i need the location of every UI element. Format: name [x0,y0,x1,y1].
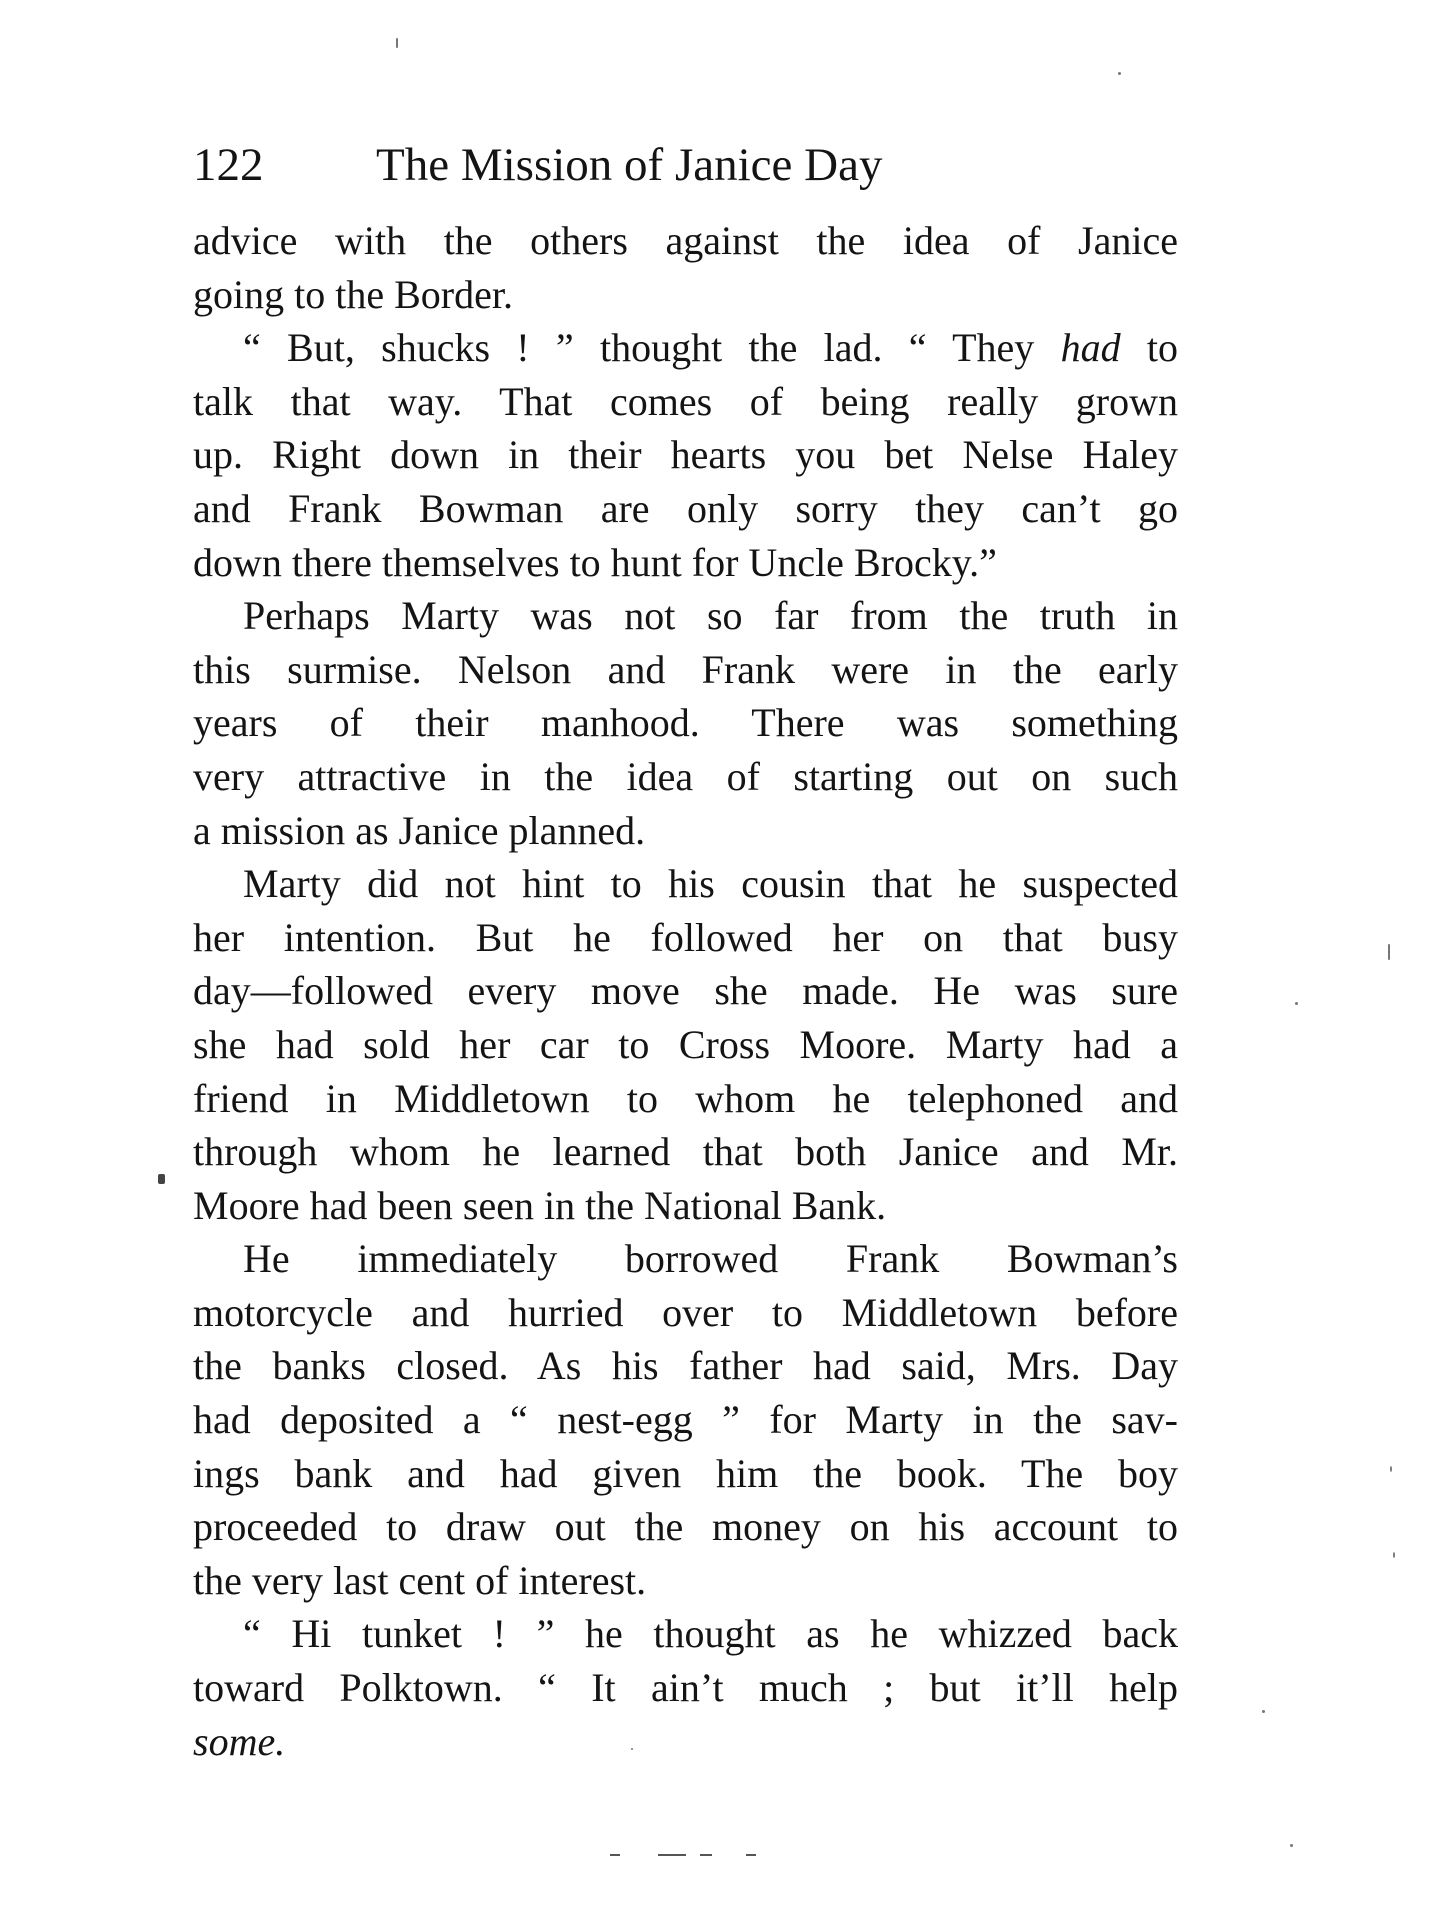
text-line: talk that way. That comes of being really grown [193,378,1178,424]
text-line: Moore had been seen in the National Bank. [193,1182,887,1228]
text-line: this surmise. Nelson and Frank were in the early [193,646,1178,692]
page-header [193,130,1193,200]
text-line: proceeded to draw out the money on his account to [193,1504,1178,1550]
text-line: some. [193,1718,286,1764]
text-line: very attractive in the idea of starting out on such [193,753,1178,799]
text-line: years of their manhood. There was something [193,700,1178,746]
text-line: “ But, shucks ! ” thought the lad. “ They had to [243,325,1178,371]
running-title: The Mission of Janice Day [376,139,883,191]
text-line: her intention. But he followed her on that busy [193,914,1178,960]
text-line: going to the Border. [193,271,513,317]
text-line: “ Hi tunket ! ” he thought as he whizzed back [243,1611,1178,1657]
body-text [193,214,1178,1768]
text-line: Perhaps Marty was not so far from the truth in [243,593,1178,639]
page-number: 122 [193,139,264,191]
text-line: and Frank Bowman are only sorry they can’t go [193,485,1178,531]
text-line: toward Polktown. “ It ain’t much ; but it’ll help [193,1665,1178,1711]
text-line: down there themselves to hunt for Uncle Brocky.” [193,539,997,585]
text-line: motorcycle and hurried over to Middletown before [193,1289,1178,1335]
text-line: through whom he learned that both Janice and Mr. [193,1129,1178,1175]
text-line: had deposited a “ nest-egg ” for Marty in the sav- [193,1397,1178,1443]
text-line: the banks closed. As his father had said, Mrs. Day [193,1343,1178,1389]
text-line: a mission as Janice planned. [193,807,646,853]
text-line: the very last cent of interest. [193,1557,647,1603]
text-line: up. Right down in their hearts you bet Nelse Haley [193,432,1178,478]
text-line: she had sold her car to Cross Moore. Marty had a [193,1021,1178,1067]
text-line: friend in Middletown to whom he telephoned and [193,1075,1178,1121]
text-line: Marty did not hint to his cousin that he suspected [243,861,1178,907]
text-line: advice with the others against the idea of Janice [193,218,1178,263]
text-line: ings bank and had given him the book. The boy [193,1450,1178,1496]
bottom-ornament [610,1852,760,1858]
text-line: He immediately borrowed Frank Bowman’s [243,1236,1178,1282]
text-line: day—followed every move she made. He was sure [193,968,1178,1014]
